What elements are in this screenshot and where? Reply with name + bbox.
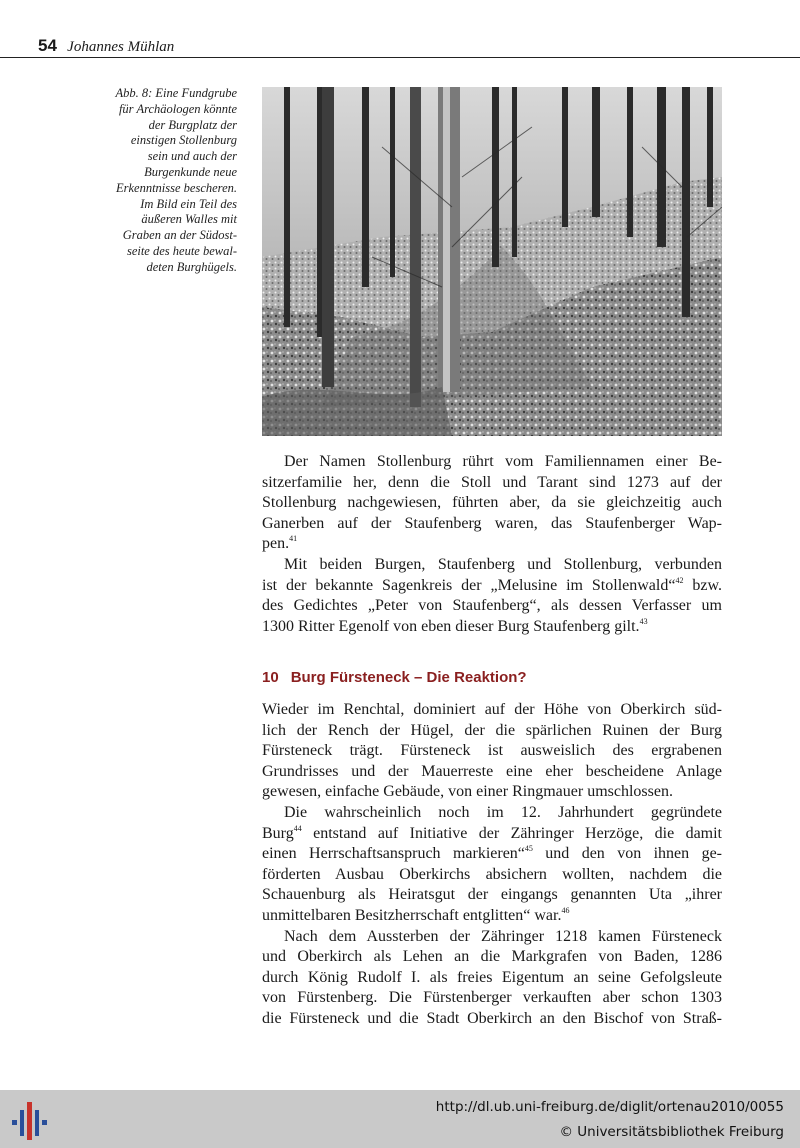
header-rule — [0, 57, 800, 58]
section-heading — [262, 669, 527, 686]
footer-band — [0, 1090, 800, 1148]
text-fragment: 1300 Ritter Egenolf von eben dieser Burg Staufenberg gilt. — [262, 617, 640, 635]
text-fragment: bzw. — [683, 576, 722, 594]
text-line — [262, 576, 722, 597]
text-line: Der Namen Stollenburg rührt vom Familiennamen einer Be- — [284, 453, 722, 470]
text-line: Schauenburg als Heiratsgut der eingangs genannten Uta „ihrer — [262, 886, 722, 904]
footnote-ref: 45 — [524, 844, 533, 854]
text-line: die Fürsteneck und die Stadt Oberkirch an den Bischof von Straß- — [262, 1009, 722, 1027]
text-fragment: unmittelbaren Besitzherrschaft entglitten“ war. — [262, 906, 562, 924]
text-line: lich der Rench der Hügel, der die spärlichen Ruinen der Burg — [262, 721, 722, 739]
footnote-ref: 42 — [675, 575, 684, 585]
text-fragment: Burg — [262, 824, 294, 842]
text-line: gewesen, einfache Gebäude, von einer Ringmauer umschlossen. — [262, 783, 673, 801]
paragraph-fuersteneck — [262, 700, 722, 1030]
running-header — [38, 36, 174, 56]
caption-line: Abb. 8: Eine Fundgrube — [115, 86, 237, 100]
footnote-ref: 43 — [639, 616, 648, 626]
text-line: Die wahrscheinlich noch im 12. Jahrhundert gegründete — [284, 803, 722, 821]
running-author: Johannes Mühlan — [67, 39, 175, 55]
text-line — [262, 906, 722, 927]
section-title: Burg Fürsteneck – Die Reaktion? — [290, 669, 527, 686]
copyright-notice: © Universitätsbibliothek Freiburg — [559, 1124, 784, 1140]
footnote-ref: 44 — [293, 823, 302, 833]
section-number: 10 — [262, 669, 279, 686]
text-line: Nach dem Aussterben der Zähringer 1218 kamen Fürsteneck — [284, 927, 722, 945]
text-fragment: und den von ihnen ge- — [532, 845, 722, 863]
forest-rampart-photo — [262, 87, 722, 436]
source-url-link[interactable]: http://dl.ub.uni-freiburg.de/diglit/ortenau2010/0055 — [435, 1099, 784, 1115]
caption-line: seite des heute bewal- — [126, 243, 237, 258]
caption-line: Burgenkunde neue — [144, 164, 237, 179]
page-number: 54 — [38, 36, 57, 55]
text-line: Fürsteneck trägt. Fürsteneck ist ausweislich des ergrabenen — [262, 742, 722, 760]
text-line: förderten Ausbau Oberkirchs absichern wollten, nachdem die — [262, 865, 722, 883]
text-line: sitzerfamilie her, denn die Stoll und Tarant sind 1273 auf der — [262, 473, 722, 491]
text-line: von Fürstenberg. Die Fürstenberger verkauften aber schon 1303 — [262, 989, 722, 1007]
text-fragment: ist der bekannte Sagenkreis der „Melusine im Stollenwald“ — [262, 576, 676, 594]
caption-line: Graben an der Südost- — [122, 228, 237, 243]
text-line: Wieder im Renchtal, dominiert auf der Höhe von Oberkirch süd- — [262, 701, 722, 718]
caption-line: einstigen Stollenburg — [130, 133, 237, 148]
caption-line: deten Burghügels. — [146, 259, 237, 274]
footnote-ref: 41 — [289, 534, 298, 544]
text-line: Mit beiden Burgen, Staufenberg und Stollenburg, verbunden — [284, 555, 722, 573]
text-line: des Gedichtes „Peter von Staufenberg“, als dessen Verfasser um — [262, 597, 722, 615]
text-fragment: einen Herrschaftsanspruch markieren“ — [262, 845, 525, 863]
text-line: Grundrisses und der Mauerreste eine eher bescheidene Anlage — [262, 762, 722, 780]
text-line: Stollenburg nachgewiesen, führten aber, da sie gleichzeitig auch — [262, 494, 722, 512]
footnote-ref: 46 — [561, 905, 570, 915]
caption-line: Im Bild ein Teil des — [140, 196, 237, 211]
text-line: Ganerben auf der Staufenberg waren, das Staufenberger Wap- — [262, 514, 722, 532]
text-fragment: entstand auf Initiative der Zähringer Herzöge, die damit — [301, 824, 722, 842]
caption-line: äußeren Walles mit — [141, 212, 237, 227]
caption-line: Erkenntnisse bescheren. — [115, 180, 237, 195]
caption-line: der Burgplatz der — [148, 117, 237, 132]
text-line: und Oberkirch als Lehen an die Markgrafen von Baden, 1286 — [262, 948, 722, 966]
text-line — [262, 844, 722, 865]
text-line: durch König Rudolf I. als freies Eigentum an seine Gefolgsleute — [262, 968, 722, 986]
figure-caption — [70, 86, 237, 276]
caption-line: sein und auch der — [147, 149, 237, 164]
ub-freiburg-logo-icon — [8, 1098, 50, 1142]
paragraph-stollenburg — [262, 452, 722, 637]
caption-line: für Archäologen könnte — [118, 101, 237, 116]
text-line — [262, 534, 722, 555]
text-fragment: pen. — [262, 535, 290, 553]
text-line — [262, 617, 722, 638]
text-line — [262, 824, 722, 845]
